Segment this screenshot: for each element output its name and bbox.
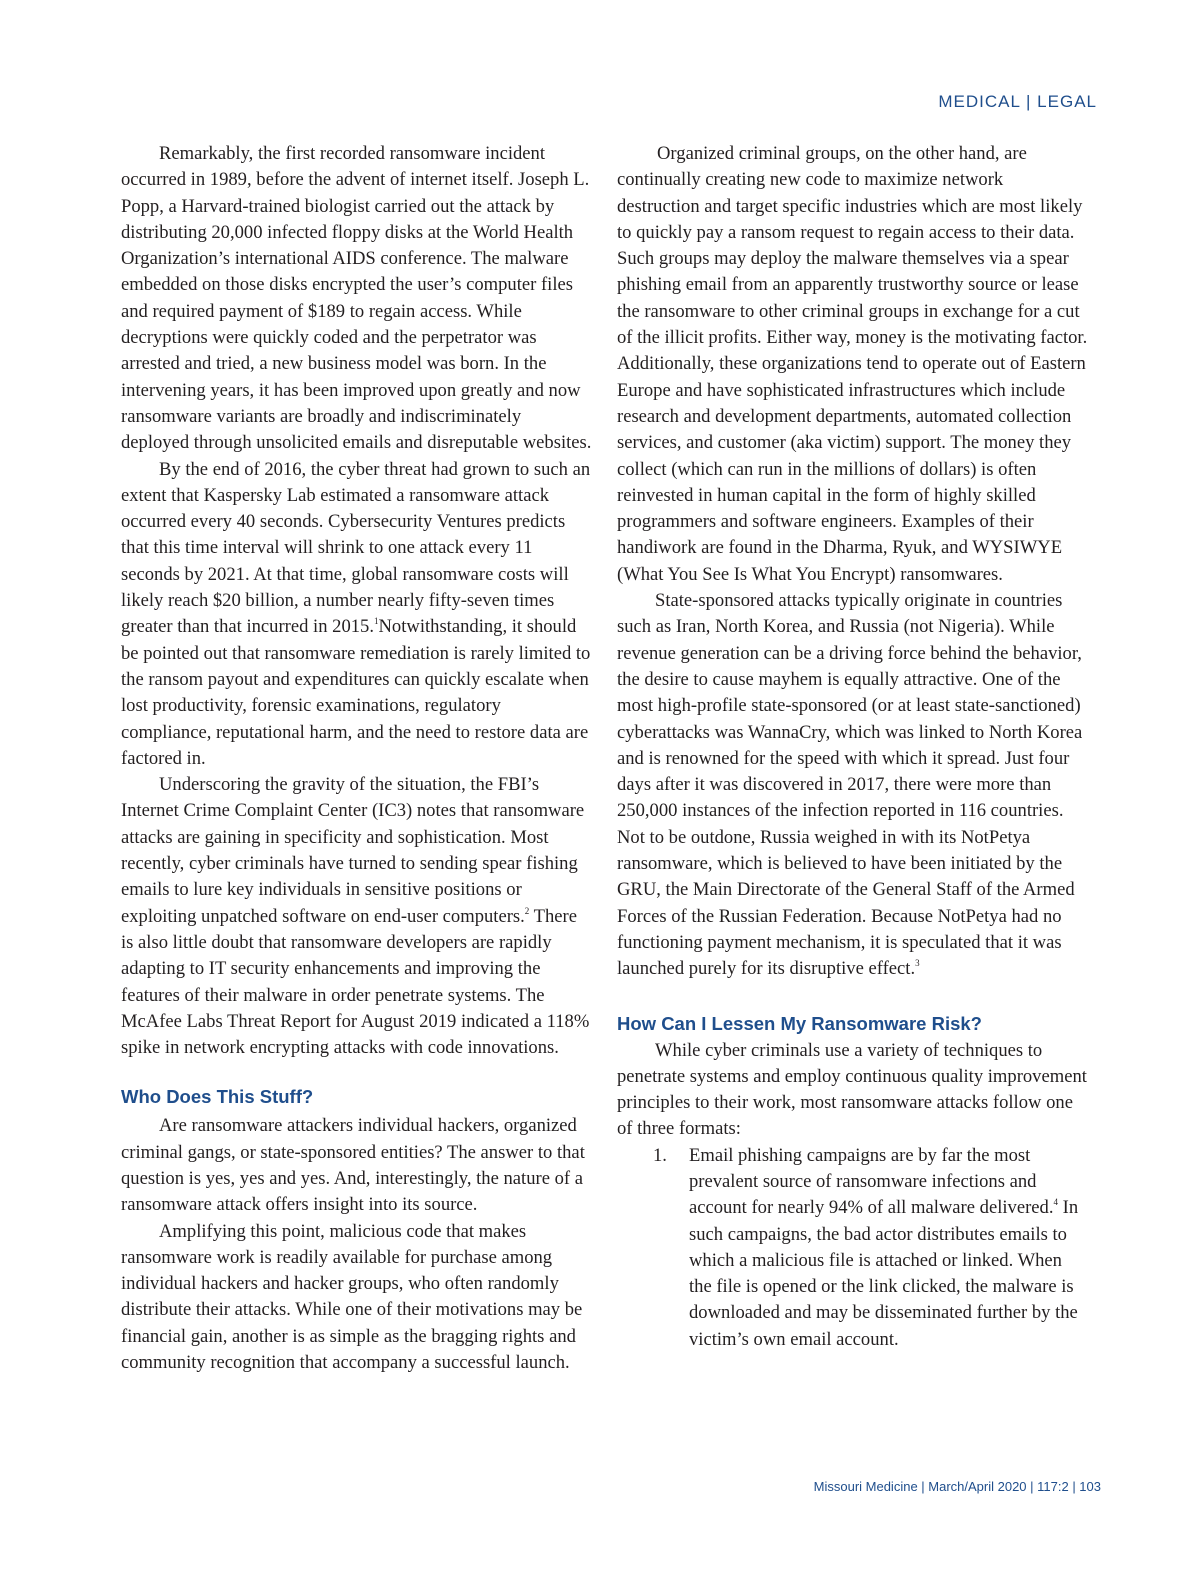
paragraph-first-ransomware: Remarkably, the first recorded ransomware incident occurred in 1989, before the advent of internet itself. Joseph L. Popp, a Harvard-trained biologist carried out the attack by distributing 20,000 infected floppy disks at the World Health Organization’s international AIDS conference. The malware embedded on those disks encrypted the user’s computer files and required payment of $189 to regain access. While decryptions were quickly coded and the perpetrator was arrested and tried, a new business model was born. In the intervening years, it has been improved upon greatly and now ransomware variants are broadly and indiscriminately deployed through unsolicited emails and disreputable websites. (121, 143, 592, 454)
paragraph-attackers: Are ransomware attackers individual hackers, organized criminal gangs, or state-sponsored entities? The answer to that question is yes, yes and yes. And, interestingly, the nature of a ransomware attack offers insight into its source. (121, 1115, 585, 1216)
right-column (617, 141, 1089, 1353)
footnote-marker-4: 4 (1053, 1197, 1058, 1208)
paragraph-cyber-threat (121, 457, 593, 773)
heading-lessen-risk: How Can I Lessen My Ransomware Risk? (617, 1012, 982, 1034)
footnote-marker-3: 3 (915, 958, 920, 969)
paragraph-state-sponsored (617, 588, 1089, 982)
paragraph-text: By the end of 2016, the cyber threat had grown to such an extent that Kaspersky Lab estimated a ransomware attack occurred every 40 seconds. Cybersecurity Ventures predicts that this time interval will shrink to one attack every 11 seconds by 2021. At that time, global ransomware costs will likely reach $20 billion, a number nearly fifty-seven times greater than that incurred in 2015. (121, 458, 591, 638)
paragraph-text: Notwithstanding, it should be pointed out that ransomware remediation is rarely limited to the ransom payout and expenditures can quickly escalate when lost productivity, forensic examinations, regulatory compliance, reputational harm, and the need to restore data are factored in. (121, 616, 591, 769)
list-item-text-continued: In such campaigns, the bad actor distributes emails to which a malicious file is attached or linked. When the file is opened or the link clicked, the malware is downloaded and may be disseminated further by the victim’s own email account. (689, 1197, 1079, 1350)
heading-who-does-this: Who Does This Stuff? (121, 1086, 314, 1108)
section-label: MEDICAL | LEGAL (938, 92, 1097, 111)
paragraph-text: Underscoring the gravity of the situation, the FBI’s Internet Crime Complaint Center (IC3) notes that ransomware attacks are gaining in specificity and sophistication. Most recently, cyber criminals have turned to sending spear fishing emails to lure key individuals in sensitive positions or exploiting unpatched software on end-user computers. (121, 774, 585, 927)
paragraph-risk-intro: While cyber criminals use a variety of techniques to penetrate systems and employ continuous quality improvement principles to their work, most ransomware attacks follow one of three formats: (617, 1039, 1087, 1140)
list-item-number: 1. (653, 1144, 667, 1166)
footnote-marker-2: 2 (524, 905, 530, 916)
page-footer: Missouri Medicine | March/April 2020 | 117:2 | 103 (813, 1479, 1101, 1494)
left-column (121, 141, 593, 1376)
paragraph-malicious-code: Amplifying this point, malicious code that makes ransomware work is readily available for purchase among individual hackers and hacker groups, who often randomly distribute their attacks. While one of their motivations may be financial gain, another is as simple as the bragging rights and community recognition that accompany a successful launch. (121, 1220, 583, 1374)
list-item-text: Email phishing campaigns are by far the most prevalent source of ransomware infections and account for nearly 94% of all malware delivered. (689, 1144, 1054, 1219)
paragraph-text: State-sponsored attacks typically originate in countries such as Iran, North Korea, and Russia (not Nigeria). While revenue generation can be a driving force behind the behavior, the desire to cause mayhem is equally attractive. One of the most high-profile state-sponsored (or at least state-sanctioned) cyberattacks was WannaCry, which was linked to North Korea and is renowned for the speed with which it spread. Just four days after it was discovered in 2017, there were more than 250,000 instances of the infection reported in 116 countries. Not to be outdone, Russia weighed in with its NotPetya ransomware, which is believed to have been initiated by the GRU, the Main Directorate of the General Staff of the Armed Forces of the Russian Federation. Because NotPetya had no functioning payment mechanism, it is speculated that it was launched purely for its disruptive effect. (617, 590, 1083, 980)
paragraph-text: There is also little doubt that ransomware developers are rapidly adapting to IT security enhancements and improving the features of their malware in order penetrate systems. The McAfee Labs Threat Report for August 2019 indicated a 118% spike in network encrypting attacks with code innovations. (121, 905, 590, 1059)
paragraph-organized-groups: Organized criminal groups, on the other hand, are continually creating new code to maximize network destruction and target specific industries which are most likely to quickly pay a ransom request to regain access to their data. Such groups may deploy the malware themselves via a spear phishing email from an apparently trustworthy source or lease the ransomware to other criminal groups in exchange for a cut of the illicit profits. Either way, money is the motivating factor. Additionally, these organizations tend to operate out of Eastern Europe and have sophisticated infrastructures which include research and development departments, automated collection services, and customer (aka victim) support. The money they collect (which can run in the millions of dollars) is often reinvested in human capital in the form of highly skilled programmers and software engineers. Examples of their handiwork are found in the Dharma, Ryuk, and WYSIWYE (What You See Is What You Encrypt) ransomwares. (617, 143, 1088, 585)
footnote-marker-1: 1 (374, 616, 379, 627)
list-item (617, 1143, 1089, 1353)
paragraph-gravity (121, 772, 593, 1061)
numbered-list (617, 1143, 1089, 1353)
